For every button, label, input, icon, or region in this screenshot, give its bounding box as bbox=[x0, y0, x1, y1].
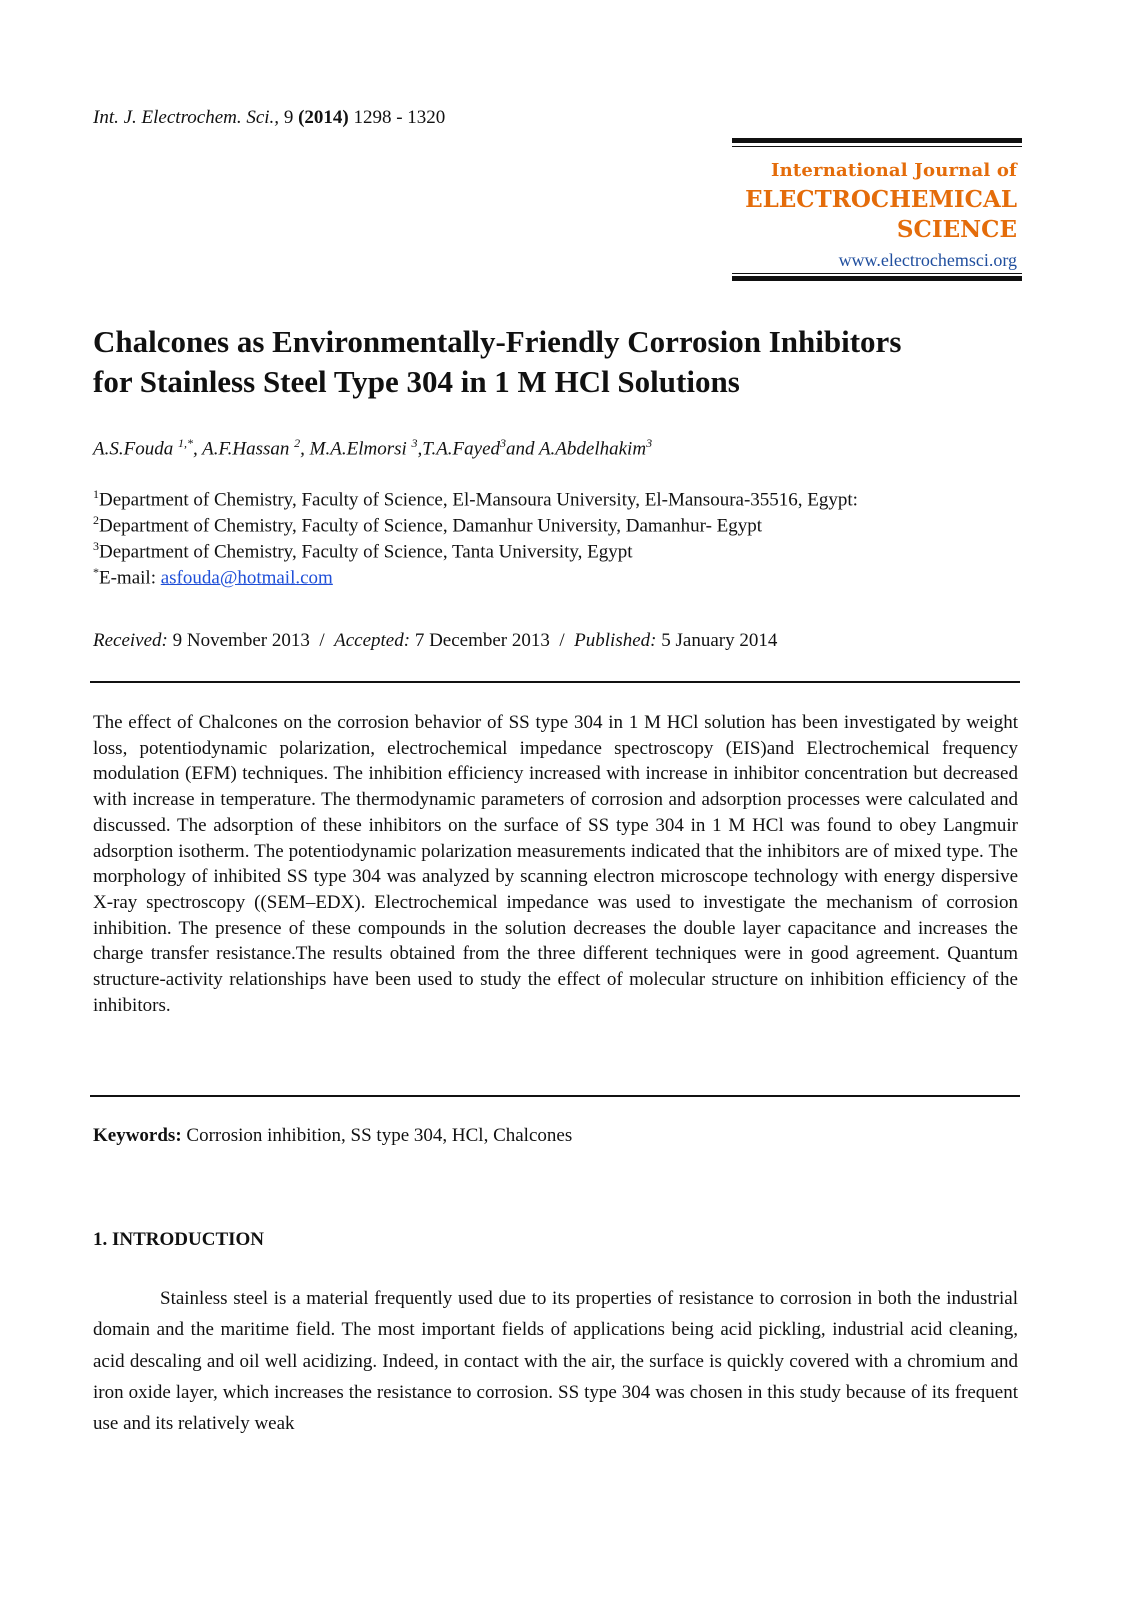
email-label: E-mail: bbox=[99, 567, 161, 589]
section-heading: 1. INTRODUCTION bbox=[93, 1229, 265, 1250]
author-affil-mark: 3 bbox=[646, 436, 653, 450]
email-line bbox=[93, 565, 333, 589]
title-line-2: for Stainless Steel Type 304 in 1 M HCl Solutions bbox=[93, 364, 740, 399]
author-name: A.F.Hassan bbox=[202, 438, 295, 460]
brand-rule-bottom bbox=[732, 276, 1022, 281]
author-name: T.A.Fayed bbox=[422, 438, 501, 460]
published-date: 5 January 2014 bbox=[656, 630, 778, 651]
citation-volume: 9 bbox=[283, 107, 294, 128]
date-separator: / bbox=[309, 630, 335, 651]
author-separator: , bbox=[192, 438, 203, 460]
citation-journal: Int. J. Electrochem. Sci., bbox=[93, 107, 280, 128]
affiliation-text: Department of Chemistry, Faculty of Science, El-Mansoura University, El-Mansoura-35516, Egypt: bbox=[99, 489, 858, 511]
author-separator: , bbox=[417, 438, 423, 460]
author-affil-mark: 1,* bbox=[177, 436, 193, 450]
divider-bottom bbox=[90, 1095, 1020, 1097]
affiliation-text: Department of Chemistry, Faculty of Science, Tanta University, Egypt bbox=[99, 541, 633, 563]
accepted-date: 7 December 2013 bbox=[410, 630, 550, 651]
received-label: Received: bbox=[93, 630, 168, 651]
affiliation-text: Department of Chemistry, Faculty of Science, Damanhur University, Damanhur- Egypt bbox=[99, 515, 763, 537]
author-separator: and bbox=[506, 438, 539, 460]
affiliation-3 bbox=[93, 539, 633, 563]
date-separator: / bbox=[549, 630, 575, 651]
brand-rule-top-thin bbox=[732, 146, 1022, 147]
affiliation-mark: 1 bbox=[93, 487, 99, 501]
intro-paragraph: Stainless steel is a material frequently used due to its properties of resistance to corrosion in both the industrial domain and the maritime field. The most important fields of applications being acid pickling, industrial acid cleaning, acid descaling and oil well acidizing. Indeed, in contact with the air, the surface is quickly covered with a chromium and iron oxide layer, which increases the resistance to corrosion. SS type 304 was chosen in this study because of its frequent use and its relatively weak bbox=[93, 1288, 1018, 1435]
author-name: A.Abdelhakim bbox=[538, 438, 647, 460]
author-affil-mark: 2 bbox=[294, 436, 301, 450]
author-affil-mark: 3 bbox=[411, 436, 418, 450]
email-link[interactable]: asfouda@hotmail.com bbox=[160, 567, 333, 589]
citation-year: (2014) bbox=[298, 107, 349, 128]
affiliation-2 bbox=[93, 513, 762, 537]
abstract: The effect of Chalcones on the corrosion behavior of SS type 304 in 1 M HCl solution has been investigated by weight loss, potentiodynamic polarization, electrochemical impedance spectroscopy (EIS)and Electrochemical frequency modulation (EFM) techniques. The inhibition efficiency increased with increase in inhibitor concentration but decreased with increase in temperature. The thermodynamic parameters of corrosion and adsorption processes were calculated and discussed. The adsorption of these inhibitors on the surface of SS type 304 in 1 M HCl was found to obey Langmuir adsorption isotherm. The potentiodynamic polarization measurements indicated that the inhibitors are of mixed type. The morphology of inhibited SS type 304 was analyzed by scanning electron microscope technology with energy dispersive X-ray spectroscopy ((SEM–EDX). Electrochemical impedance was used to investigate the mechanism of corrosion inhibition. The presence of these compounds in the solution decreases the double layer capacitance and increases the charge transfer resistance.The results obtained from the three different techniques were in good agreement. Quantum structure-activity relationships have been used to study the effect of molecular structure on inhibition efficiency of the inhibitors. bbox=[93, 712, 1018, 1016]
brand-rule-bottom-thin bbox=[732, 273, 1022, 274]
affiliation-mark: 2 bbox=[93, 513, 99, 527]
publication-dates bbox=[93, 630, 777, 652]
brand-line-2: ELECTROCHEMICAL bbox=[745, 186, 1017, 213]
title-line-1: Chalcones as Environmentally-Friendly Corrosion Inhibitors bbox=[93, 324, 902, 359]
keywords-label: Keywords: bbox=[93, 1125, 182, 1146]
journal-citation bbox=[93, 107, 445, 129]
received-date: 9 November 2013 bbox=[167, 630, 310, 651]
author-separator: , bbox=[300, 438, 310, 460]
author-list bbox=[93, 436, 652, 460]
affiliation-1 bbox=[93, 487, 858, 511]
published-label: Published: bbox=[574, 630, 657, 651]
paper-title bbox=[93, 322, 1043, 402]
journal-url-link[interactable]: www.electrochemsci.org bbox=[838, 250, 1017, 270]
divider-top bbox=[90, 681, 1020, 683]
brand-line-1: International Journal of bbox=[770, 160, 1017, 181]
keywords bbox=[93, 1125, 572, 1147]
citation-pages: 1298 - 1320 bbox=[353, 107, 446, 128]
author-affil-mark: 3 bbox=[500, 436, 507, 450]
email-mark: * bbox=[93, 565, 99, 579]
brand-rule-top bbox=[732, 138, 1022, 143]
affiliation-mark: 3 bbox=[93, 539, 99, 553]
brand-line-3: SCIENCE bbox=[896, 216, 1017, 243]
author-name: M.A.Elmorsi bbox=[309, 438, 412, 460]
accepted-label: Accepted: bbox=[334, 630, 411, 651]
author-name: A.S.Fouda bbox=[93, 438, 178, 460]
keywords-text: Corrosion inhibition, SS type 304, HCl, Chalcones bbox=[181, 1125, 573, 1146]
